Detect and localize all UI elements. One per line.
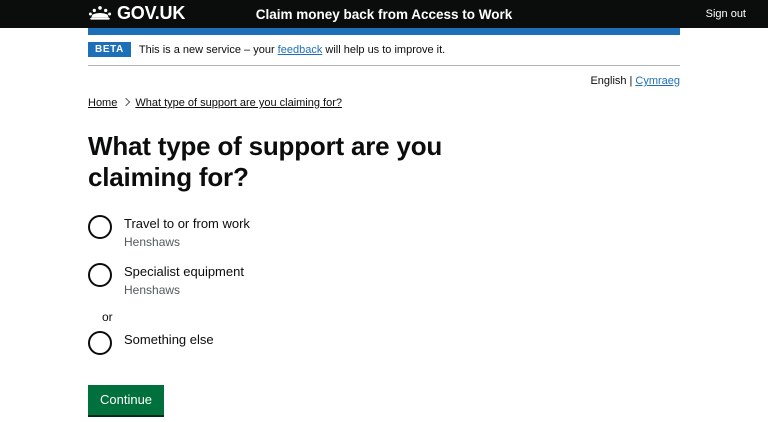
continue-button[interactable]: Continue	[88, 385, 164, 417]
radio-button-icon[interactable]	[88, 263, 112, 287]
phase-banner-text	[139, 44, 445, 56]
phase-text-after: will help us to improve it.	[322, 43, 446, 56]
radio-option-something-else[interactable]	[88, 330, 680, 360]
radio-label: Travel to or from work	[124, 216, 250, 232]
radio-option-equipment[interactable]	[88, 262, 680, 299]
radio-button-icon[interactable]	[88, 331, 112, 355]
main-content	[88, 109, 680, 417]
service-name: Claim money back from Access to Work	[255, 6, 513, 22]
crown-icon	[88, 5, 112, 21]
language-separator: |	[629, 75, 633, 87]
language-current: English	[590, 75, 627, 87]
radio-label: Specialist equipment	[124, 264, 244, 280]
phase-banner	[88, 35, 680, 66]
language-alternate-link[interactable]: Cymraeg	[635, 75, 680, 87]
breadcrumb-item-current[interactable]: What type of support are you claiming for?	[135, 97, 343, 109]
chevron-right-icon	[122, 98, 130, 106]
phase-tag-beta: BETA	[88, 42, 131, 57]
language-switcher	[88, 66, 680, 87]
breadcrumb	[88, 97, 680, 109]
blue-accent-strip	[88, 28, 680, 35]
feedback-link[interactable]: feedback	[277, 43, 323, 56]
radio-option-text	[124, 214, 250, 251]
radio-divider-or: or	[102, 309, 113, 324]
govuk-logo-text: GOV.UK	[117, 3, 186, 23]
support-type-form	[88, 214, 680, 416]
radio-button-icon[interactable]	[88, 215, 112, 239]
govuk-header	[0, 0, 768, 28]
radio-option-text	[124, 330, 214, 349]
radio-option-travel[interactable]	[88, 214, 680, 251]
page-title: What type of support are you claiming for?	[88, 131, 443, 192]
radio-label: Something else	[124, 331, 214, 347]
radio-option-text	[124, 262, 244, 299]
breadcrumb-item-home[interactable]: Home	[88, 97, 118, 109]
phase-text-before: This is a new service – your	[138, 43, 278, 56]
radio-hint: Henshaws	[124, 282, 181, 297]
radio-hint: Henshaws	[124, 235, 181, 250]
sign-out-link[interactable]: Sign out	[705, 8, 746, 20]
govuk-logo-link[interactable]	[88, 3, 185, 25]
